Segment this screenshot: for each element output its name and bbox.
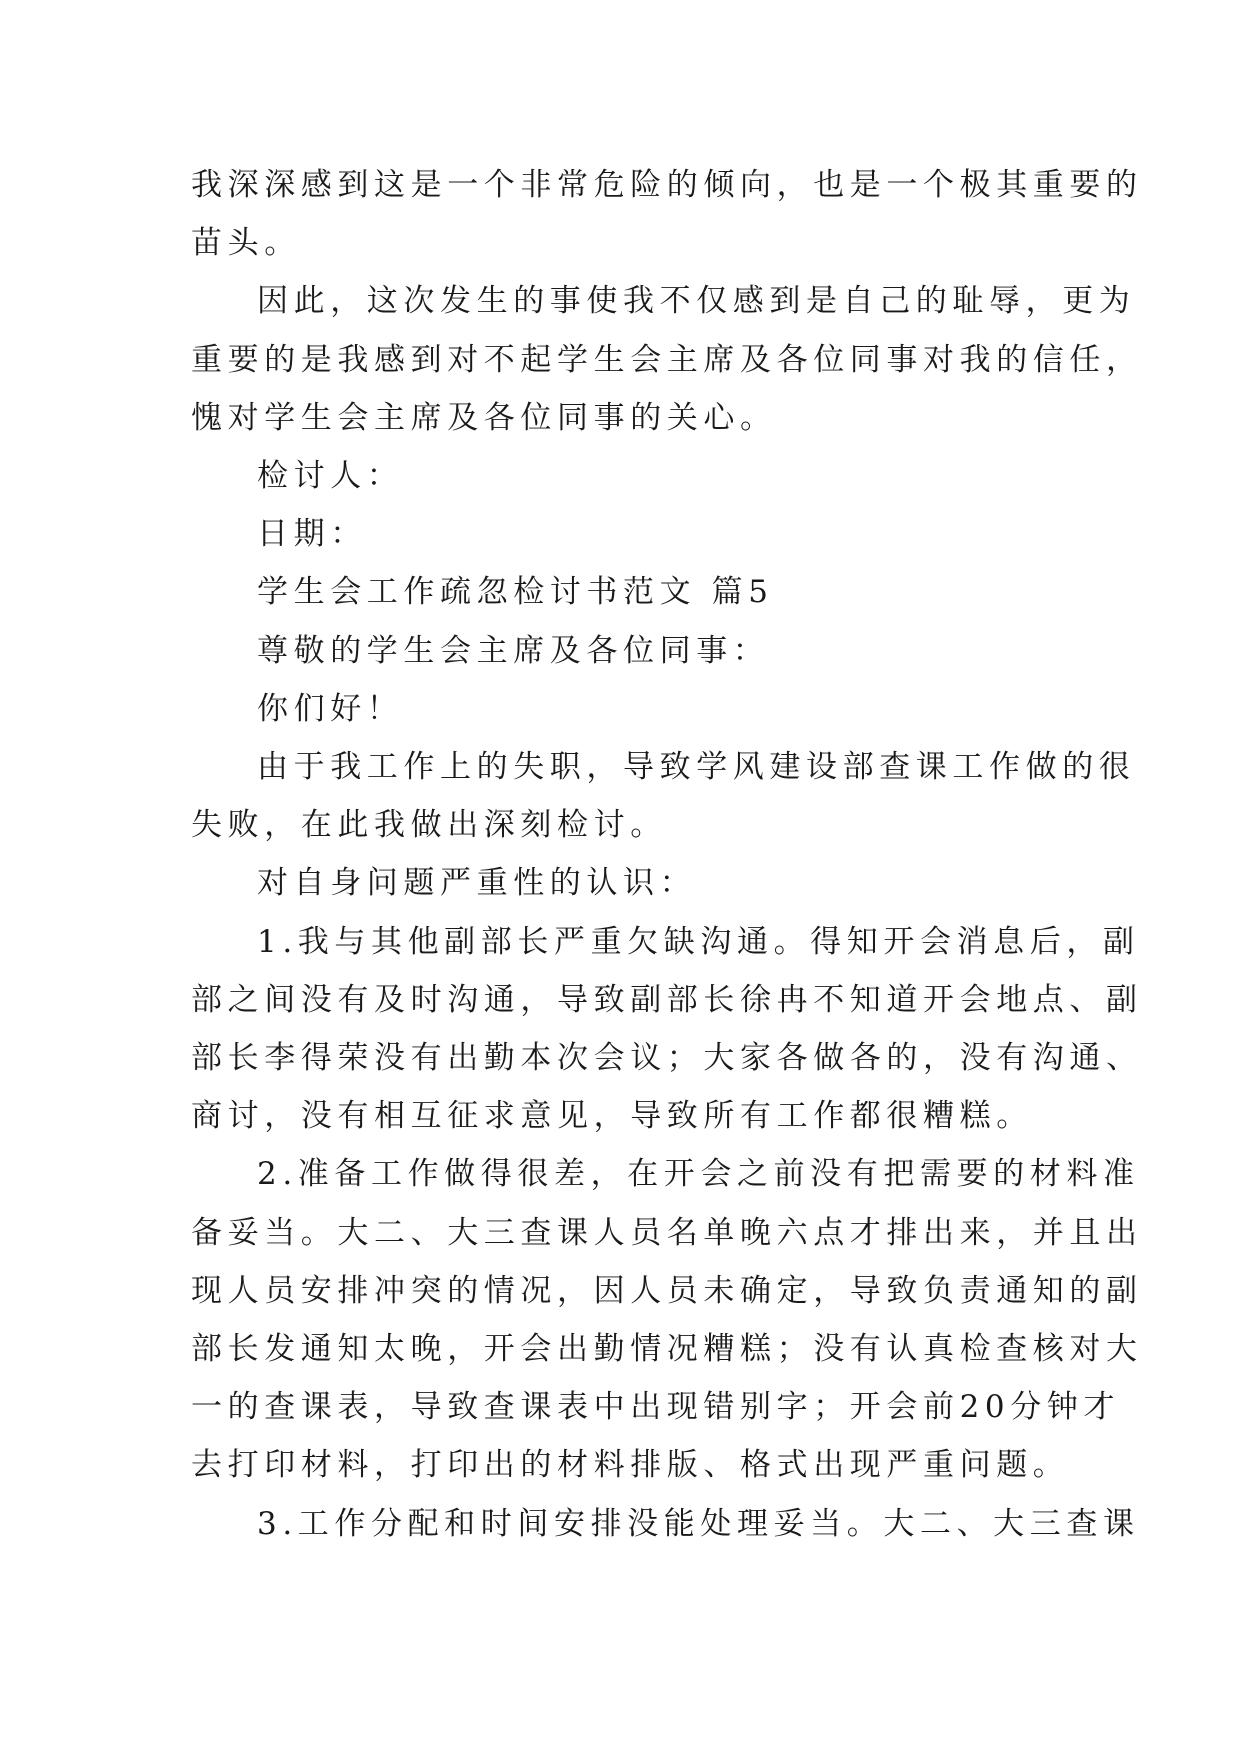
text-line: 愧对学生会主席及各位同事的关心。 (191, 399, 777, 436)
text-line: 对自身问题严重性的认识： (257, 865, 697, 902)
text-line: 现人员安排冲突的情况，因人员未确定，导致负责通知的副 (191, 1272, 1143, 1309)
text-line: 失败，在此我做出深刻检讨。 (191, 807, 667, 844)
text-line: 部长发通知太晚，开会出勤情况糟糕；没有认真检查核对大 (191, 1331, 1143, 1368)
text-line: 1.我与其他副部长严重欠缺沟通。得知开会消息后，副 (257, 923, 1140, 960)
text-line: 学生会工作疏忽检讨书范文 篇5 (257, 574, 774, 611)
text-line: 苗头。 (191, 225, 301, 262)
text-line: 一的查课表，导致查课表中出现错别字；开会前20分钟才 (191, 1389, 1121, 1426)
text-line: 由于我工作上的失职，导致学风建设部查课工作做的很 (257, 749, 1136, 786)
text-line: 备妥当。大二、大三查课人员名单晚六点才排出来，并且出 (191, 1214, 1143, 1251)
text-line: 尊敬的学生会主席及各位同事： (257, 632, 770, 669)
text-line: 去打印材料，打印出的材料排版、格式出现严重问题。 (191, 1447, 1070, 1484)
text-line: 商讨，没有相互征求意见，导致所有工作都很糟糕。 (191, 1098, 1033, 1135)
text-line: 你们好！ (257, 690, 404, 727)
text-line: 我深深感到这是一个非常危险的倾向，也是一个极其重要的 (191, 167, 1143, 203)
document-body (191, 156, 1143, 1553)
text-line: 重要的是我感到对不起学生会主席及各位同事对我的信任， (191, 341, 1143, 378)
text-line: 部长李得荣没有出勤本次会议；大家各做各的，没有沟通、 (191, 1040, 1143, 1077)
text-line: 3.工作分配和时间安排没能处理妥当。大二、大三查课 (257, 1505, 1140, 1542)
text-line: 因此，这次发生的事使我不仅感到是自己的耻辱，更为 (257, 283, 1136, 320)
text-line: 检讨人： (257, 458, 404, 495)
text-line: 日期： (257, 516, 367, 553)
text-line: 部之间没有及时沟通，导致副部长徐冉不知道开会地点、副 (191, 981, 1143, 1018)
text-line: 2.准备工作做得很差，在开会之前没有把需要的材料准 (257, 1156, 1140, 1193)
